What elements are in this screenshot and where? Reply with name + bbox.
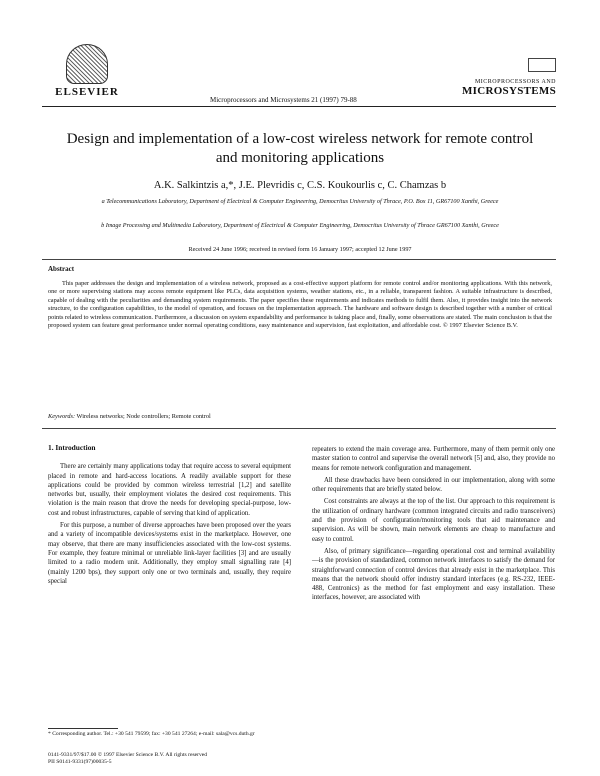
received-dates: Received 24 June 1996; received in revised form 16 January 1997; accepted 12 June 1997	[188, 246, 412, 253]
abstract-text: This paper addresses the design and implementation of a wireless network, proposed as a cost-effective support platform for remote control and/or monitoring applications. With this network, one or more supervising stations may access remote equipment like PLCs, data acquisition systems, weather stations, etc., in a reliable, transparent fashion. A suitable infrastructure is described, capable of dealing with the peculiarities and demanding system requirements. The paper specifies these requirements and indicates methods to fulfil them. Also, it provides insight into the network structure, to the configuration capabilities, to the model of operation, and focuses on the implementation approach. The hardware and software design is described together with a number of critical points related to wireless communication. Furthermore, a discussion on system expandability and performance is taking place and, finally, some observations are stated. The main conclusion is that the proposed system can feature great performance under normal operating conditions, easy maintenance and supervision, fast exploitation, and affordable cost. © 1997 Elsevier Science B.V.	[48, 280, 552, 330]
body-paragraph: All these drawbacks have been considered in our implementation, along with some other requirements that are briefly stated below.	[312, 476, 555, 494]
keywords-label: Keywords:	[48, 413, 76, 420]
journal-name-small: MICROPROCESSORS AND	[474, 79, 556, 85]
body-paragraph: Also, of primary significance—regarding operational cost and terminal availability—is the provision of standardized, common network interfaces to satisfy the demand for straightforward connection of control devices that already exist in the marketplace. This means that the network should offer industry standard interfaces (e.g. RS-232, IEEE-488, Centronics) as the method for fast employment and easy installation. These interfaces, however, are associated with	[312, 547, 555, 602]
keywords-text: Wireless networks; Node controllers; Remote control	[76, 413, 211, 420]
paper-title: Design and implementation of a low-cost wireless network for remote control and monitoring applications	[66, 131, 534, 166]
right-column	[312, 445, 555, 606]
divider	[42, 259, 556, 260]
abstract-heading: Abstract	[48, 265, 75, 273]
publisher-name: ELSEVIER	[55, 86, 119, 98]
journal-reference: Microprocessors and Microsystems 21 (1997) 79-88	[210, 96, 357, 104]
body-paragraph: There are certainly many applications today that require access to several equipment placed in remote and hard-access locations. A readily available support for these applications could be provided by common wireless terrestrial [1,2] and satellite networks but, usually, their employment violates the desired cost requirements. This violation is the main reason that drove the needs for developing special-purpose, low-cost and robust infrastructures, capable of serving that kind of application.	[48, 463, 291, 517]
journal-logo-icon	[528, 58, 556, 72]
body-paragraph: repeaters to extend the main coverage area. Furthermore, many of them permit only one master station to control and supervise the overall network [5] and, also, they provide no means for remote network configuration and management.	[312, 446, 555, 472]
affiliation-b: b Image Processing and Multimedia Laboratory, Department of Electrical & Computer Engineering, Democritus University of Thrace GR67100 Xanthi, Greece	[101, 222, 499, 229]
affiliation-a: a Telecommunications Laboratory, Department of Electrical & Computer Engineering, Democritus University of Thrace, P.O. Box 11, GR67100 Xanthi, Greece	[101, 198, 499, 205]
body-paragraph: For this purpose, a number of diverse approaches have been proposed over the years and a variety of incompatible devices/systems exist in the marketplace. However, one may observe, that there are many insufficiencies associated with the low-cost systems. For example, they feature minimal or unreliable link-layer facilities [3] and are usually limited to a radio modem unit. Additionally, they employ small signalling rate [4] (mainly 1200 bps), they support only one or two terminals and, usually, they require special	[48, 522, 291, 585]
section-heading: 1. Introduction	[48, 443, 96, 452]
copyright-line: 0141-9331/97/$17.00 © 1997 Elsevier Science B.V. All rights reserved PII S0141-9331(97)00035-5	[48, 752, 208, 765]
author-list: A.K. Salkintzis a,*, J.E. Plevridis c, C.S. Koukourlis c, C. Chamzas b	[153, 180, 447, 191]
divider	[42, 428, 556, 429]
elsevier-tree-emblem	[66, 44, 108, 84]
body-paragraph: Cost constraints are always at the top of the list. Our approach to this requirement is the utilization of ordinary hardware (common integrated circuits and radio transceivers) and the provision of configuration/monitoring tools that aid maintenance and supervision. As will be shown, main network elements are cheap to manufacture and easy to control.	[312, 498, 555, 543]
journal-brand	[462, 58, 556, 97]
keywords	[48, 413, 211, 420]
corresponding-author-footnote: * Corresponding author. Tel.: +30 541 79599; fax: +30 541 27264; e-mail: sala@vcs.duth.gr	[48, 731, 255, 737]
journal-name-big: MICROSYSTEMS	[461, 85, 556, 97]
publisher-logo	[42, 44, 132, 98]
footnote-divider	[48, 728, 118, 729]
header-divider	[42, 106, 556, 107]
left-column	[48, 443, 291, 589]
